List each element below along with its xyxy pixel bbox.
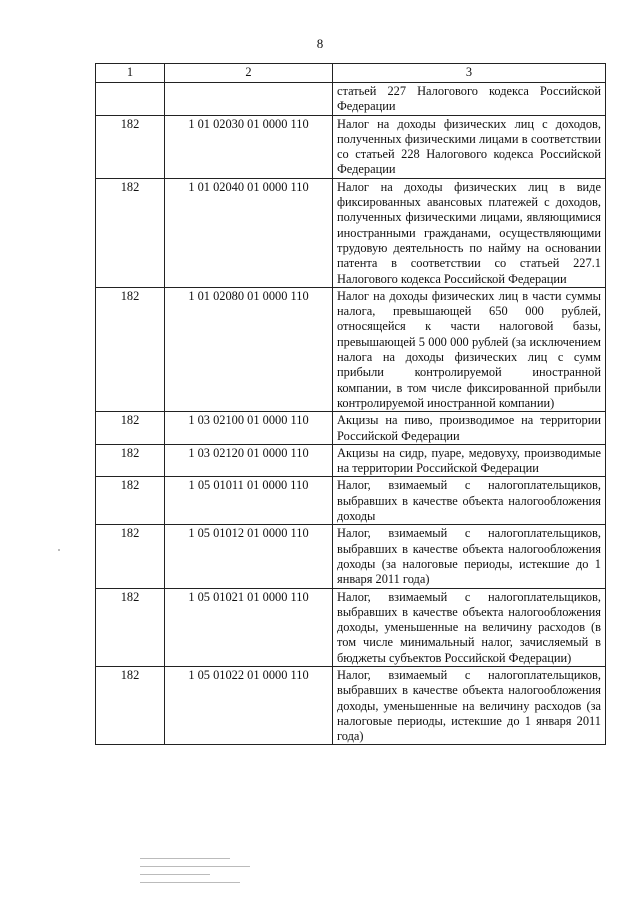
admin-code-cell bbox=[96, 83, 165, 116]
scan-artifact bbox=[140, 866, 250, 867]
admin-code-cell: 182 bbox=[96, 477, 165, 525]
scan-artifact bbox=[140, 858, 230, 859]
admin-code-cell: 182 bbox=[96, 115, 165, 178]
scan-artifact bbox=[140, 882, 240, 883]
budget-code-cell: 1 05 01022 01 0000 110 bbox=[165, 666, 333, 744]
scan-artifact bbox=[58, 549, 60, 551]
header-col-3: 3 bbox=[333, 64, 606, 83]
table-row bbox=[96, 666, 606, 744]
header-col-1: 1 bbox=[96, 64, 165, 83]
admin-code-cell: 182 bbox=[96, 588, 165, 666]
revenue-name-cell: Налог, взимаемый с налогоплательщиков, выбравших в качестве объекта налогообложения доходы (за налоговые периоды, истекшие до 1 января 2011 года) bbox=[333, 525, 606, 588]
table-row bbox=[96, 525, 606, 588]
revenue-name-cell: Налог на доходы физических лиц в виде фиксированных авансовых платежей с доходов, полученных физическими лицами, являющимися иностранными гражданами, осуществляющими трудовую деятельность по найму на основании патента в соответствии со статьей 227.1 Налогового кодекса Российской Федерации bbox=[333, 178, 606, 287]
page-number: 8 bbox=[316, 36, 324, 51]
admin-code-cell: 182 bbox=[96, 287, 165, 411]
admin-code-cell: 182 bbox=[96, 666, 165, 744]
table-row bbox=[96, 444, 606, 477]
revenue-name-cell: Налог, взимаемый с налогоплательщиков, выбравших в качестве объекта налогообложения доходы, уменьшенные на величину расходов (за налоговые периоды, истекшие до 1 января 2011 года) bbox=[333, 666, 606, 744]
admin-code-cell: 182 bbox=[96, 444, 165, 477]
budget-code-cell: 1 03 02100 01 0000 110 bbox=[165, 412, 333, 445]
revenue-name-cell: Акцизы на пиво, производимое на территории Российской Федерации bbox=[333, 412, 606, 445]
table-row bbox=[96, 178, 606, 287]
table-row bbox=[96, 287, 606, 411]
budget-code-cell: 1 01 02040 01 0000 110 bbox=[165, 178, 333, 287]
budget-code-cell: 1 03 02120 01 0000 110 bbox=[165, 444, 333, 477]
revenue-name-cell: Налог, взимаемый с налогоплательщиков, выбравших в качестве объекта налогообложения доходы bbox=[333, 477, 606, 525]
budget-code-cell bbox=[165, 83, 333, 116]
table-header-row bbox=[96, 64, 606, 83]
budget-code-cell: 1 01 02030 01 0000 110 bbox=[165, 115, 333, 178]
revenue-name-cell: Налог на доходы физических лиц в части суммы налога, превышающей 650 000 рублей, относящейся к части налоговой базы, превышающей 5 000 000 рублей (за исключением налога на доходы физических лиц с сумм прибыли контролируемой иностранной компании, в том числе фиксированной прибыли контролируемой иностранной компании) bbox=[333, 287, 606, 411]
table-row bbox=[96, 588, 606, 666]
revenue-name-cell: Налог на доходы физических лиц с доходов, полученных физическими лицами в соответствии со статьей 228 Налогового кодекса Российской Федерации bbox=[333, 115, 606, 178]
table-row bbox=[96, 115, 606, 178]
revenue-name-cell: Налог, взимаемый с налогоплательщиков, выбравших в качестве объекта налогообложения доходы, уменьшенные на величину расходов (в том числе минимальный налог, зачисляемый в бюджеты субъектов Российской Федерации) bbox=[333, 588, 606, 666]
header-col-2: 2 bbox=[165, 64, 333, 83]
admin-code-cell: 182 bbox=[96, 412, 165, 445]
revenue-name-cell: Акцизы на сидр, пуаре, медовуху, производимые на территории Российской Федерации bbox=[333, 444, 606, 477]
revenue-codes-table bbox=[95, 63, 606, 745]
budget-code-cell: 1 05 01011 01 0000 110 bbox=[165, 477, 333, 525]
budget-code-cell: 1 05 01021 01 0000 110 bbox=[165, 588, 333, 666]
budget-code-cell: 1 01 02080 01 0000 110 bbox=[165, 287, 333, 411]
scan-artifact bbox=[140, 874, 210, 875]
table-row-continuation bbox=[96, 83, 606, 116]
admin-code-cell: 182 bbox=[96, 525, 165, 588]
budget-code-cell: 1 05 01012 01 0000 110 bbox=[165, 525, 333, 588]
table-row bbox=[96, 477, 606, 525]
revenue-name-cell: статьей 227 Налогового кодекса Российской Федерации bbox=[333, 83, 606, 116]
table-row bbox=[96, 412, 606, 445]
admin-code-cell: 182 bbox=[96, 178, 165, 287]
